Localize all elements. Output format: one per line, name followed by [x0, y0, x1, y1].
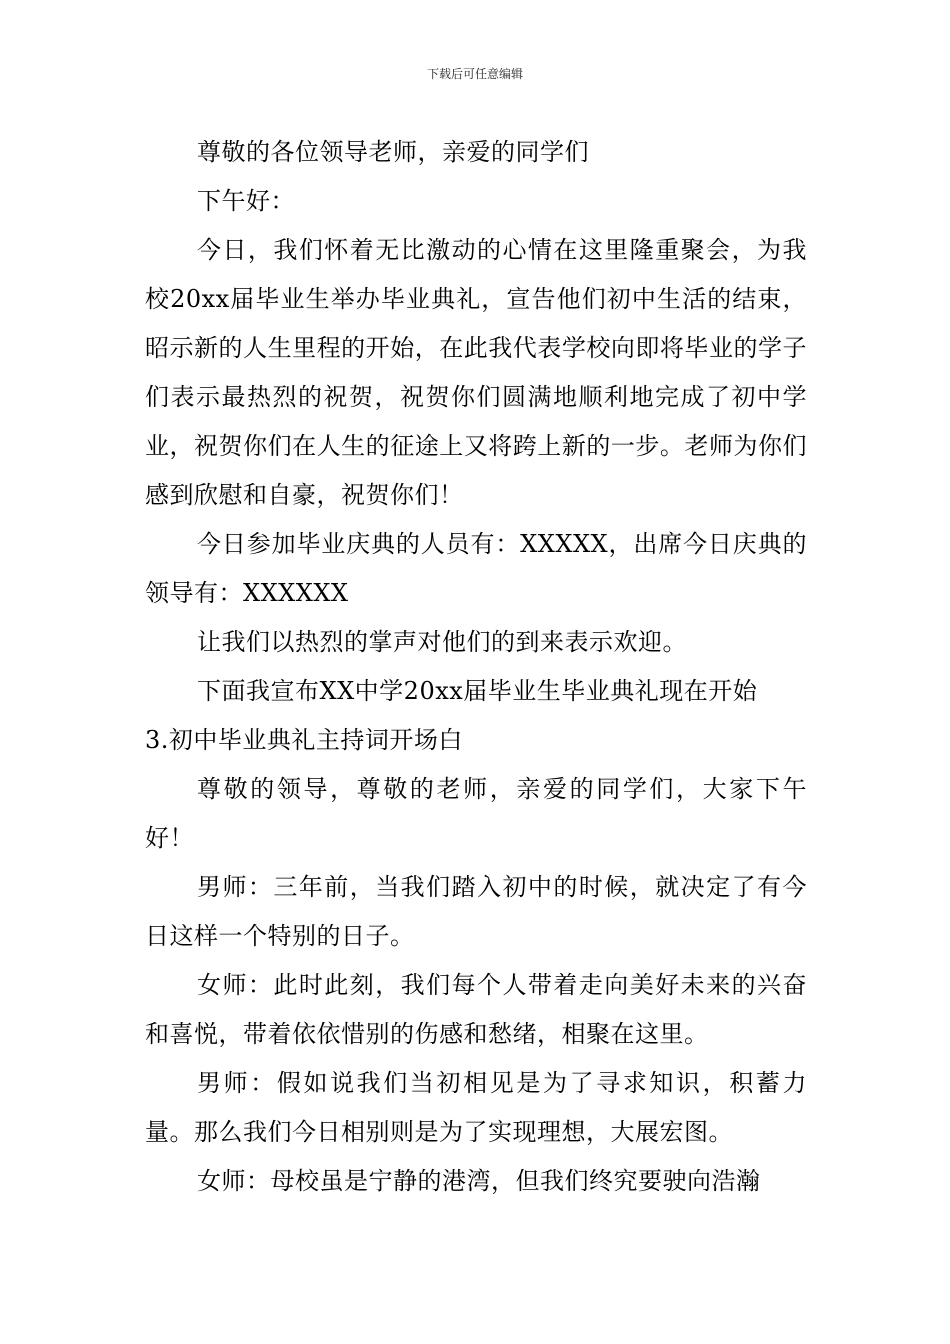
paragraph-attendees: 今日参加毕业庆典的人员有：XXXXX，出席今日庆典的领导有：XXXXXX: [145, 530, 807, 607]
section-heading: 3.初中毕业典礼主持词开场白: [145, 726, 463, 754]
paragraph-announcement: 下面我宣布XX中学20xx届毕业生毕业典礼现在开始: [197, 677, 758, 705]
paragraph-male-host-2: 男师：假如说我们当初相见是为了寻求知识，积蓄力量。那么我们今日相别则是为了实现理想，大展宏图。: [145, 1069, 807, 1146]
greeting: 下午好：: [197, 187, 295, 215]
paragraph-opening: 今日，我们怀着无比激动的心情在这里隆重聚会，为我校20xx届毕业生举办毕业典礼，宣告他们初中生活的结束，昭示新的人生里程的开始，在此我代表学校向即将毕业的学子们表示最热烈的祝贺，祝贺你们圆满地顺利地完成了初中学业，祝贺你们在人生的征途上又将跨上新的一步。老师为你们感到欣慰和自豪，祝贺你们！: [145, 236, 807, 509]
page-header-note: 下载后可任意编辑: [426, 67, 523, 81]
salutation: 尊敬的各位领导老师，亲爱的同学们: [197, 138, 589, 166]
paragraph-female-host-1: 女师：此时此刻，我们每个人带着走向美好未来的兴奋和喜悦，带着依依惜别的伤感和愁绪，相聚在这里。: [145, 971, 807, 1048]
paragraph-male-host-1: 男师：三年前，当我们踏入初中的时候，就决定了有今日这样一个特别的日子。: [145, 873, 807, 950]
paragraph-welcome: 让我们以热烈的掌声对他们的到来表示欢迎。: [197, 628, 687, 656]
paragraph-address: 尊敬的领导，尊敬的老师，亲爱的同学们，大家下午好！: [145, 775, 807, 852]
document-body: [145, 128, 807, 1206]
paragraph-female-host-2: 女师：母校虽是宁静的港湾，但我们终究要驶向浩瀚: [197, 1167, 761, 1195]
